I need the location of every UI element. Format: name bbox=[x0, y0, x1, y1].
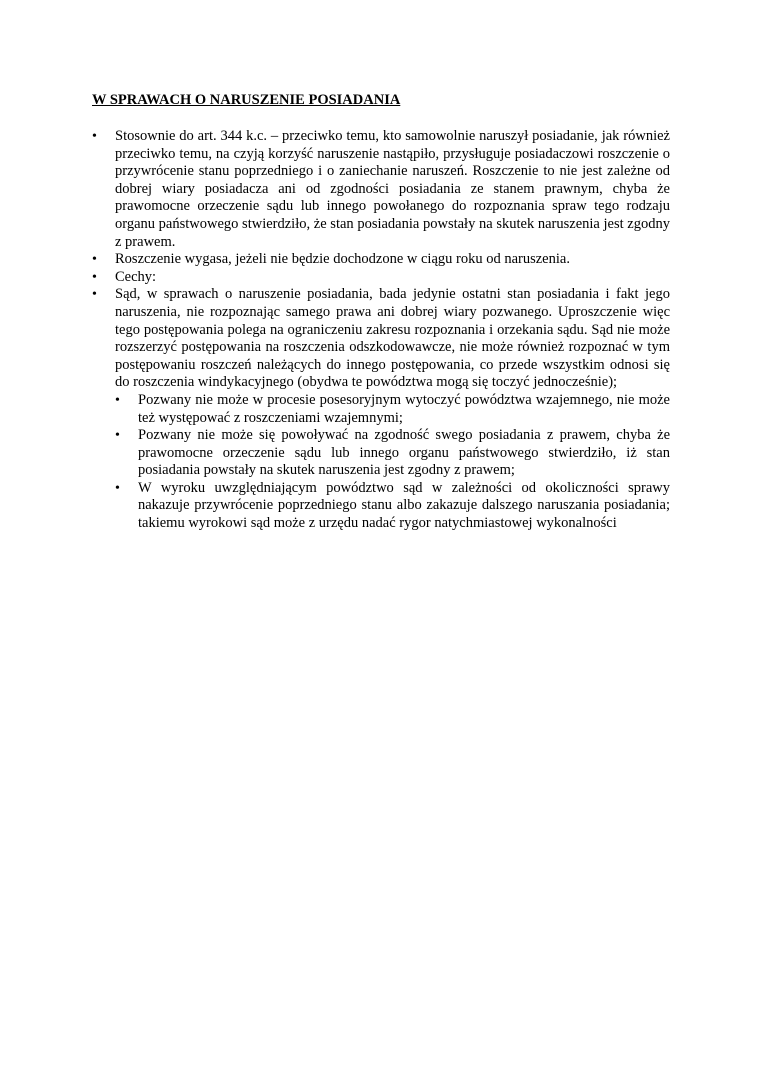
list-item-text: Sąd, w sprawach o naruszenie posiadania, bada jedynie ostatni stan posiadania i fakt jego naruszenia, nie rozpoznając samego prawa ani dobrej wiary pozwanego. Uproszczenie więc tego postępowania polega na ograniczeniu zakresu rozpoznania i orzekania sądu. Sąd nie może rozszerzyć postępowania na roszczenia odszkodowawcze, nie może również rozpoznać w tym postępowaniu roszczeń należących do innego postępowania, co przede wszystkim odnosi się do roszczenia windykacyjnego (obydwa te powództwa mogą się toczyć jednocześnie); bbox=[115, 286, 670, 391]
nested-bullet-list bbox=[115, 392, 670, 533]
nested-list-item bbox=[115, 392, 670, 427]
bullet-icon: • bbox=[115, 480, 120, 496]
bullet-icon: • bbox=[115, 428, 120, 444]
list-item-text: Stosownie do art. 344 k.c. – przeciwko temu, kto samowolnie naruszył posiadanie, jak również przeciwko temu, na czyją korzyść naruszenie nastąpiło, przysługuje posiadaczowi roszczenie o przywrócenie stanu poprzedniego i o zaniechanie naruszeń. Roszczenie to nie jest zależne od dobrej wiary posiadacza ani od zgodności posiadania ze stanem prawnym, chyba że prawomocne orzeczenie sądu lub innego powołanego do rozpoznania spraw tego rodzaju organu państwowego stwierdziło, że stan posiadania powstały na skutek naruszenia jest zgodny z prawem. bbox=[115, 128, 670, 250]
nested-list-item bbox=[115, 480, 670, 533]
main-bullet-list bbox=[92, 128, 670, 533]
list-item bbox=[92, 269, 670, 287]
nested-list-item-text: W wyroku uwzględniającym powództwo sąd w zależności od okoliczności sprawy nakazuje przywrócenie poprzedniego stanu albo zakazuje dalszego naruszania posiadania; takiemu wyrokowi sąd może z urzędu nadać rygor natychmiastowej wykonalności bbox=[138, 479, 670, 532]
bullet-icon: • bbox=[92, 269, 97, 285]
list-item bbox=[92, 286, 670, 532]
bullet-icon: • bbox=[92, 129, 97, 144]
bullet-icon: • bbox=[92, 287, 97, 303]
list-item bbox=[92, 251, 670, 269]
document-title: W SPRAWACH O NARUSZENIE POSIADANIA bbox=[92, 92, 401, 108]
bullet-icon: • bbox=[92, 252, 97, 268]
nested-list-item-text: Pozwany nie może się powoływać na zgodność swego posiadania z prawem, chyba że prawomocne orzeczenie sądu lub innego organu państwowego stwierdziło, iż stan posiadania powstały na skutek naruszenia jest zgodny z prawem; bbox=[138, 427, 670, 479]
list-item-text: Roszczenie wygasa, jeżeli nie będzie dochodzone w ciągu roku od naruszenia. bbox=[115, 251, 570, 268]
nested-list-item-text: Pozwany nie może w procesie posesoryjnym wytoczyć powództwa wzajemnego, nie może też występować z roszczeniami wzajemnymi; bbox=[138, 391, 670, 426]
nested-list-item bbox=[115, 427, 670, 480]
list-item-text: Cechy: bbox=[115, 268, 157, 285]
bullet-icon: • bbox=[115, 392, 120, 408]
list-item bbox=[92, 128, 670, 251]
document-content bbox=[92, 91, 670, 533]
